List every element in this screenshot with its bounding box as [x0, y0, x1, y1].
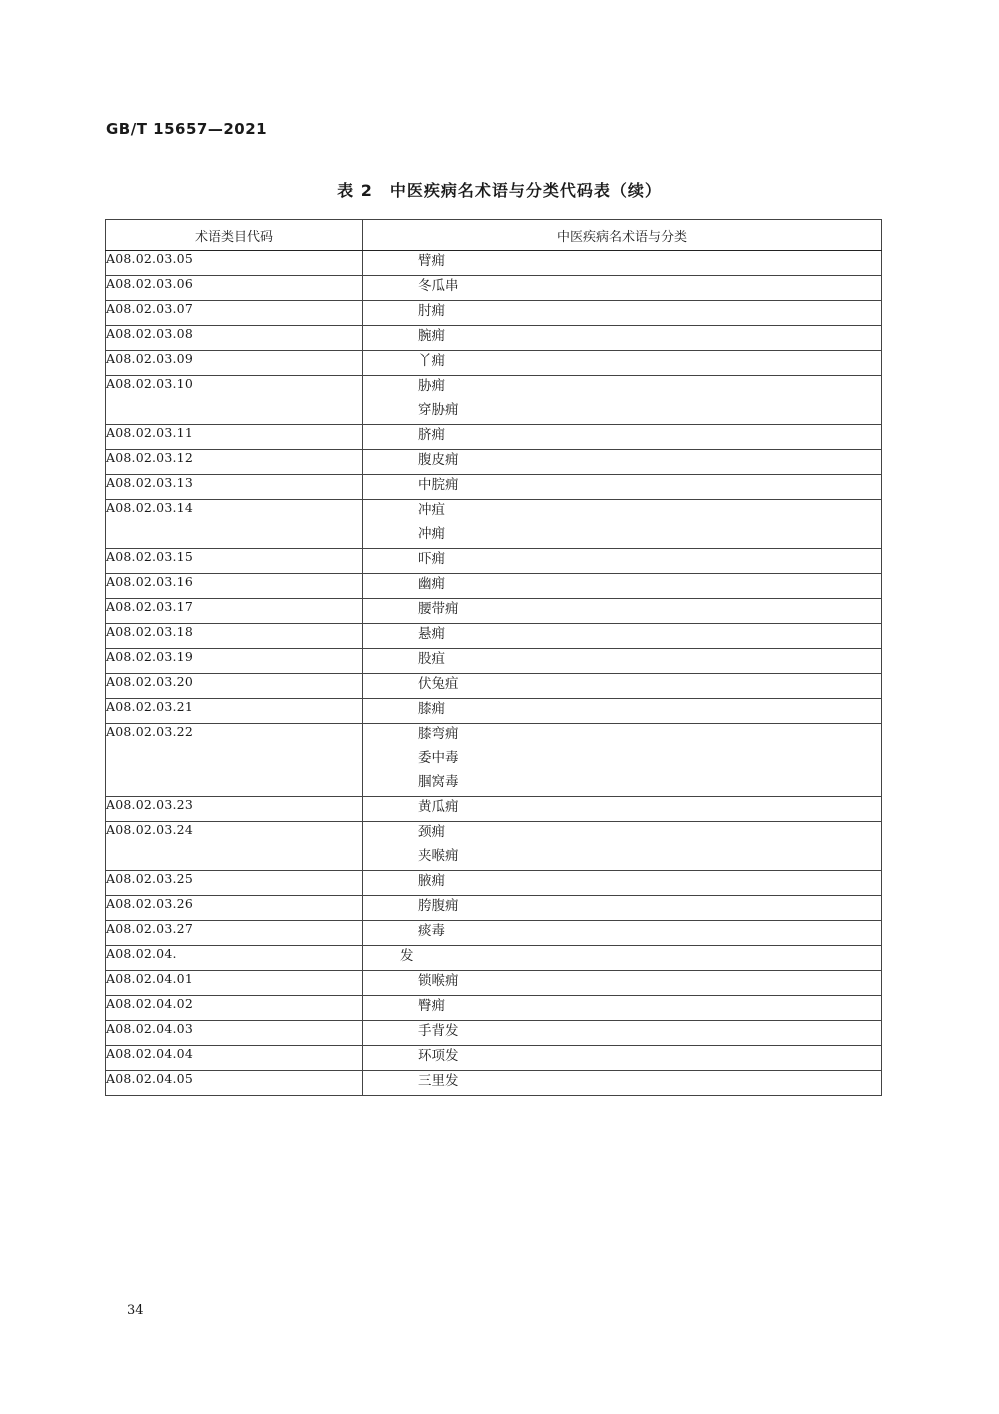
term-code: A08.02.03.23	[106, 797, 363, 822]
term-names-cell	[363, 351, 882, 376]
term-names-cell	[363, 946, 882, 971]
term-code: A08.02.03.15	[106, 549, 363, 574]
term-names-cell	[363, 822, 882, 871]
term-names-cell	[363, 326, 882, 351]
table-row	[106, 1071, 882, 1096]
table-row	[106, 871, 882, 896]
term-code: A08.02.04.	[106, 946, 363, 971]
term-code: A08.02.04.01	[106, 971, 363, 996]
terms-table	[105, 219, 882, 1096]
table-row	[106, 946, 882, 971]
disease-name: 冲痈	[418, 526, 445, 542]
term-code: A08.02.03.25	[106, 871, 363, 896]
disease-name: 冬瓜串	[418, 278, 459, 294]
term-code: A08.02.03.20	[106, 674, 363, 699]
table-header-row	[106, 220, 882, 251]
table-row	[106, 376, 882, 425]
table-row	[106, 500, 882, 549]
disease-name: 黄瓜痈	[418, 799, 459, 815]
term-names-cell	[363, 921, 882, 946]
column-header-code: 术语类目代码	[106, 220, 363, 251]
disease-name: 伏兔疽	[418, 676, 459, 692]
table-row	[106, 724, 882, 797]
standard-number: GB/T 15657—2021	[106, 120, 268, 138]
term-code: A08.02.03.17	[106, 599, 363, 624]
table-title: 表 2 中医疾病名术语与分类代码表（续）	[337, 181, 662, 200]
disease-name: 膝痈	[418, 701, 445, 717]
term-names-cell	[363, 624, 882, 649]
term-code: A08.02.03.21	[106, 699, 363, 724]
term-names-cell	[363, 549, 882, 574]
term-names-cell	[363, 674, 882, 699]
disease-name: 腰带痈	[418, 601, 459, 617]
table-row	[106, 450, 882, 475]
term-code: A08.02.03.16	[106, 574, 363, 599]
table-row	[106, 896, 882, 921]
term-names-cell	[363, 797, 882, 822]
disease-name: 胯腹痈	[418, 898, 459, 914]
disease-name: 脐痈	[418, 427, 445, 443]
table-row	[106, 624, 882, 649]
term-code: A08.02.03.14	[106, 500, 363, 549]
table-row	[106, 251, 882, 276]
term-code: A08.02.03.13	[106, 475, 363, 500]
term-names-cell	[363, 574, 882, 599]
table-row	[106, 1046, 882, 1071]
disease-name: 委中毒	[418, 750, 459, 766]
disease-name: 股疽	[418, 651, 445, 667]
table-row	[106, 276, 882, 301]
table-row	[106, 921, 882, 946]
term-names-cell	[363, 1021, 882, 1046]
term-names-cell	[363, 500, 882, 549]
term-code: A08.02.04.04	[106, 1046, 363, 1071]
table-row	[106, 649, 882, 674]
term-names-cell	[363, 276, 882, 301]
term-code: A08.02.04.03	[106, 1021, 363, 1046]
disease-name: 腕痈	[418, 328, 445, 344]
disease-name: 肘痈	[418, 303, 445, 319]
disease-name: 环项发	[418, 1048, 459, 1064]
table-row	[106, 425, 882, 450]
table-body	[106, 251, 882, 1096]
disease-name: 丫痈	[418, 353, 445, 369]
term-names-cell	[363, 996, 882, 1021]
disease-name: 三里发	[418, 1073, 459, 1089]
table-row	[106, 822, 882, 871]
term-names-cell	[363, 699, 882, 724]
term-names-cell	[363, 251, 882, 276]
term-code: A08.02.03.27	[106, 921, 363, 946]
term-code: A08.02.03.22	[106, 724, 363, 797]
disease-name: 幽痈	[418, 576, 445, 592]
page-number: 34	[127, 1303, 144, 1318]
disease-name: 吓痈	[418, 551, 445, 567]
term-code: A08.02.03.09	[106, 351, 363, 376]
disease-name: 痰毒	[418, 923, 445, 939]
disease-name: 胁痈	[418, 378, 445, 394]
term-names-cell	[363, 1071, 882, 1096]
disease-name: 腹皮痈	[418, 452, 459, 468]
term-names-cell	[363, 871, 882, 896]
term-names-cell	[363, 724, 882, 797]
term-names-cell	[363, 301, 882, 326]
table-row	[106, 326, 882, 351]
term-code: A08.02.03.24	[106, 822, 363, 871]
term-code: A08.02.04.02	[106, 996, 363, 1021]
term-names-cell	[363, 896, 882, 921]
term-code: A08.02.03.06	[106, 276, 363, 301]
term-names-cell	[363, 450, 882, 475]
disease-name: 夹喉痈	[418, 848, 459, 864]
term-code: A08.02.03.10	[106, 376, 363, 425]
term-code: A08.02.03.05	[106, 251, 363, 276]
disease-name: 腘窝毒	[418, 774, 459, 790]
table-row	[106, 699, 882, 724]
term-code: A08.02.03.08	[106, 326, 363, 351]
disease-name: 臀痈	[418, 998, 445, 1014]
disease-name: 手背发	[418, 1023, 459, 1039]
term-names-cell	[363, 971, 882, 996]
term-names-cell	[363, 599, 882, 624]
disease-name: 膝弯痈	[418, 726, 459, 742]
term-names-cell	[363, 475, 882, 500]
disease-name: 颈痈	[418, 824, 445, 840]
table-row	[106, 599, 882, 624]
term-names-cell	[363, 1046, 882, 1071]
table-row	[106, 549, 882, 574]
table-row	[106, 797, 882, 822]
term-code: A08.02.03.07	[106, 301, 363, 326]
table-row	[106, 674, 882, 699]
term-code: A08.02.03.11	[106, 425, 363, 450]
table-row	[106, 971, 882, 996]
column-header-term: 中医疾病名术语与分类	[363, 220, 882, 251]
disease-name: 腋痈	[418, 873, 445, 889]
disease-name: 冲疽	[418, 502, 445, 518]
term-code: A08.02.03.18	[106, 624, 363, 649]
disease-name: 臂痈	[418, 253, 445, 269]
term-code: A08.02.04.05	[106, 1071, 363, 1096]
disease-name: 中脘痈	[418, 477, 459, 493]
term-names-cell	[363, 425, 882, 450]
table-row	[106, 1021, 882, 1046]
table-row	[106, 574, 882, 599]
table-row	[106, 996, 882, 1021]
disease-name: 穿胁痈	[418, 402, 459, 418]
term-code: A08.02.03.26	[106, 896, 363, 921]
disease-name: 锁喉痈	[418, 973, 459, 989]
term-names-cell	[363, 649, 882, 674]
term-names-cell	[363, 376, 882, 425]
table-row	[106, 301, 882, 326]
category-name: 发	[400, 948, 414, 964]
term-code: A08.02.03.12	[106, 450, 363, 475]
table-row	[106, 351, 882, 376]
disease-name: 悬痈	[418, 626, 445, 642]
table-row	[106, 475, 882, 500]
term-code: A08.02.03.19	[106, 649, 363, 674]
